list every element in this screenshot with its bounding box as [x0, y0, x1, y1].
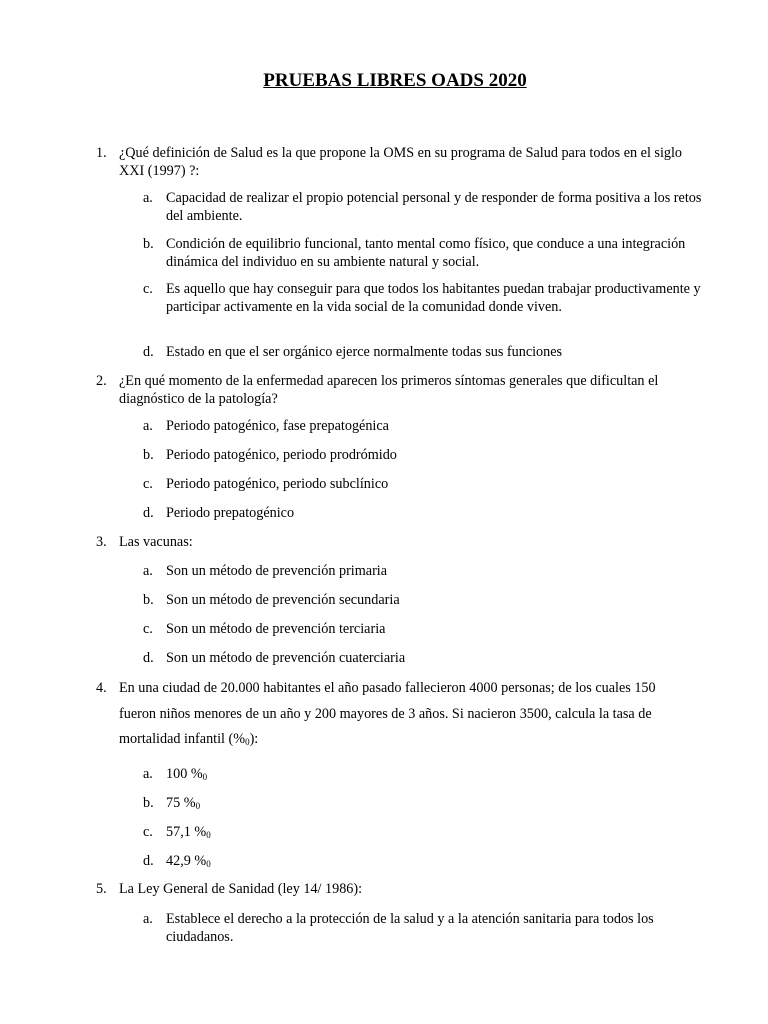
option-text: [166, 824, 706, 845]
option-letter: b.: [143, 795, 154, 811]
option-text: Periodo patogénico, periodo prodrómido: [166, 447, 397, 463]
permille-subscript: 0: [206, 830, 211, 840]
option-text: [166, 853, 706, 874]
question-text-main: En una ciudad de 20.000 habitantes el año pasado fallecieron 4000 personas; de los cuales 150 fueron niños menores de un año y 200 mayores de 3 años. Si nacieron 3500, calcula la tasa de mortalidad infantil (%: [119, 680, 656, 747]
option-text: Periodo prepatogénico: [166, 505, 295, 521]
question-text: Las vacunas:: [119, 534, 193, 550]
option-value: 100 %: [166, 766, 203, 782]
option-text: Son un método de prevención primaria: [166, 563, 388, 579]
option-letter: c.: [143, 621, 153, 637]
option-text: Periodo patogénico, fase prepatogénica: [166, 418, 389, 434]
option-letter: a.: [143, 190, 153, 206]
option-letter: c.: [143, 476, 153, 492]
option-letter: b.: [143, 236, 154, 252]
question-text: La Ley General de Sanidad (ley 14/ 1986):: [119, 881, 363, 897]
permille-subscript: 0: [206, 859, 211, 869]
question-number: 4.: [96, 680, 107, 696]
option-text: Capacidad de realizar el propio potencial personal y de responder de forma positiva a los retos del ambiente.: [166, 190, 702, 224]
option-letter: a.: [143, 563, 153, 579]
option-text: Establece el derecho a la protección de la salud y a la atención sanitaria para todos los ciudadanos.: [166, 911, 654, 945]
question-number: 3.: [96, 534, 107, 550]
option-letter: d.: [143, 344, 154, 360]
option-letter: b.: [143, 592, 154, 608]
option-letter: d.: [143, 650, 154, 666]
option-letter: c.: [143, 824, 153, 840]
option-text: Periodo patogénico, periodo subclínico: [166, 476, 389, 492]
question-text: ¿Qué definición de Salud es la que propone la OMS en su programa de Salud para todos en el siglo XXI (1997) ?:: [119, 145, 683, 179]
option-text: [166, 766, 706, 787]
option-text: Son un método de prevención terciaria: [166, 621, 386, 637]
page-title: PRUEBAS LIBRES OADS 2020: [263, 70, 527, 91]
option-letter: a.: [143, 911, 153, 927]
option-letter: c.: [143, 281, 153, 297]
option-text: Estado en que el ser orgánico ejerce normalmente todas sus funciones: [166, 344, 563, 360]
option-text: Son un método de prevención cuaterciaria: [166, 650, 406, 666]
option-letter: a.: [143, 418, 153, 434]
option-text: Son un método de prevención secundaria: [166, 592, 400, 608]
permille-subscript: 0: [245, 737, 250, 747]
permille-subscript: 0: [195, 801, 201, 811]
option-letter: a.: [143, 766, 153, 782]
option-value: 57,1 %: [166, 824, 207, 840]
question-text: ¿En qué momento de la enfermedad aparecen los primeros síntomas generales que dificultan el diagnóstico de la patología?: [119, 373, 659, 407]
option-text: [166, 795, 706, 816]
question-text: [119, 676, 694, 756]
permille-subscript: 0: [202, 772, 208, 782]
option-letter: d.: [143, 853, 154, 869]
option-text: Condición de equilibrio funcional, tanto mental como físico, que conduce a una integración dinámica del individuo en su ambiente natural y social.: [166, 236, 686, 270]
option-value: 75 %: [166, 795, 196, 811]
question-number: 5.: [96, 881, 107, 897]
option-letter: b.: [143, 447, 154, 463]
option-text: Es aquello que hay conseguir para que todos los habitantes puedan trabajar productivamente y participar activamente en la vida social de la comunidad donde viven.: [166, 281, 701, 315]
option-value: 42,9 %: [166, 853, 207, 869]
option-letter: d.: [143, 505, 154, 521]
question-number: 2.: [96, 373, 107, 389]
question-number: 1.: [96, 145, 107, 161]
question-text-end: ):: [249, 731, 259, 747]
